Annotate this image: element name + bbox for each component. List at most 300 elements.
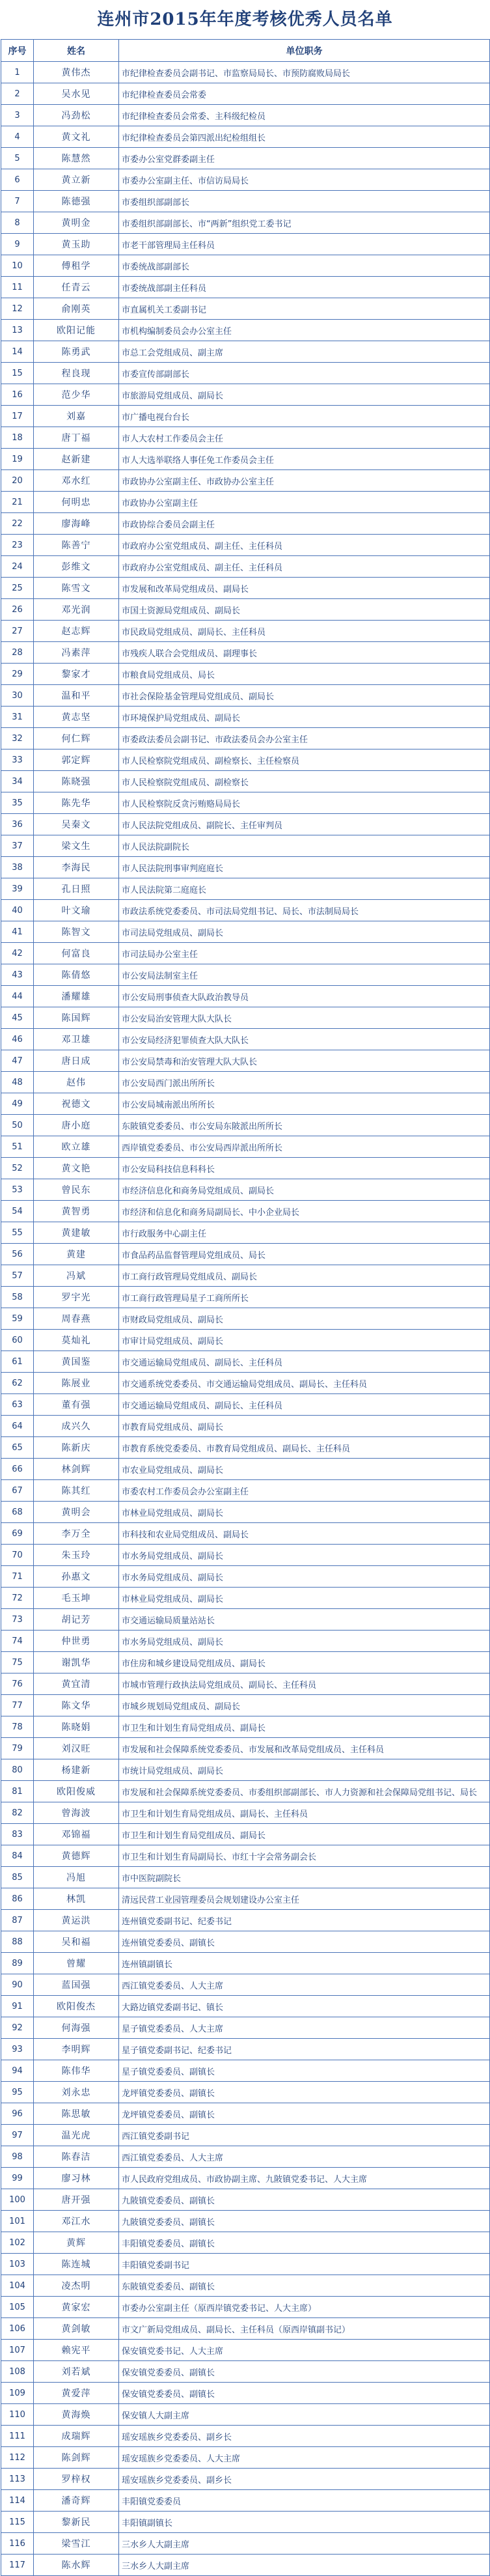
unit-position: 市卫生和计划生育局副局长、市红十字会常务副会长 <box>119 1845 490 1867</box>
person-name: 黄德辉 <box>34 1845 119 1867</box>
row-number: 52 <box>1 1158 34 1179</box>
person-name: 孙惠文 <box>34 1566 119 1588</box>
table-row <box>1 1996 490 2017</box>
person-name: 冯素萍 <box>34 642 119 664</box>
row-number: 31 <box>1 707 34 728</box>
row-number: 81 <box>1 1781 34 1802</box>
unit-position: 连州镇党委委员、副镇长 <box>119 1931 490 1953</box>
unit-position: 瑶安瑶族乡党委委员、副乡长 <box>119 2469 490 2490</box>
table-row <box>1 2168 490 2189</box>
unit-position: 市城乡规划局党组成员、副局长 <box>119 1695 490 1716</box>
personnel-table <box>1 39 490 2576</box>
person-name: 毛玉坤 <box>34 1588 119 1609</box>
person-name: 黄文艳 <box>34 1158 119 1179</box>
row-number: 10 <box>1 255 34 277</box>
row-number: 48 <box>1 1072 34 1093</box>
unit-position: 市委统战部副部长 <box>119 255 490 277</box>
table-row <box>1 771 490 792</box>
person-name: 陈新庆 <box>34 1437 119 1459</box>
unit-position: 瑶安瑶族乡党委委员、副乡长 <box>119 2426 490 2447</box>
unit-position: 市住房和城乡建设局党组成员、副局长 <box>119 1652 490 1673</box>
row-number: 70 <box>1 1545 34 1566</box>
person-name: 李万全 <box>34 1523 119 1545</box>
person-name: 冯劲松 <box>34 105 119 126</box>
person-name: 赵伟 <box>34 1072 119 1093</box>
table-row <box>1 2060 490 2082</box>
table-row <box>1 1222 490 1244</box>
unit-position: 市纪律检查委员会第四派出纪检组组长 <box>119 126 490 148</box>
row-number: 28 <box>1 642 34 664</box>
unit-position: 市粮食局党组成员、局长 <box>119 664 490 685</box>
person-name: 罗梓权 <box>34 2469 119 2490</box>
unit-position: 市公安局治安管理大队大队长 <box>119 1007 490 1029</box>
table-row <box>1 1566 490 1588</box>
row-number: 26 <box>1 599 34 621</box>
row-number: 42 <box>1 943 34 964</box>
person-name: 孔日照 <box>34 878 119 900</box>
table-row <box>1 664 490 685</box>
person-name: 傅租学 <box>34 255 119 277</box>
row-number: 47 <box>1 1050 34 1072</box>
person-name: 陈善宁 <box>34 535 119 556</box>
table-row <box>1 1072 490 1093</box>
unit-position: 市水务局党组成员、副局长 <box>119 1545 490 1566</box>
row-number: 2 <box>1 83 34 105</box>
table-row <box>1 2232 490 2254</box>
row-number: 35 <box>1 792 34 814</box>
person-name: 梁文生 <box>34 835 119 857</box>
row-number: 72 <box>1 1588 34 1609</box>
table-row <box>1 427 490 449</box>
table-row <box>1 2361 490 2383</box>
person-name: 黄宜清 <box>34 1673 119 1695</box>
unit-position: 市发展和社会保障系统党委委员、市委组织部副部长、市人力资源和社会保障局党组书记、局长 <box>119 1781 490 1802</box>
person-name: 黎家才 <box>34 664 119 685</box>
row-number: 51 <box>1 1136 34 1158</box>
table-row <box>1 2103 490 2125</box>
row-number: 9 <box>1 234 34 255</box>
table-row <box>1 470 490 492</box>
unit-position: 星子镇党委委员、副镇长 <box>119 2060 490 2082</box>
table-header <box>1 40 490 62</box>
table-row <box>1 2254 490 2275</box>
table-row <box>1 1609 490 1631</box>
row-number: 23 <box>1 535 34 556</box>
person-name: 欧阳记能 <box>34 320 119 341</box>
unit-position: 市公安局法制室主任 <box>119 964 490 986</box>
row-number: 58 <box>1 1287 34 1308</box>
table-row <box>1 298 490 320</box>
person-name: 吴秦文 <box>34 814 119 835</box>
table-row <box>1 964 490 986</box>
unit-position: 市发展和改革局党组成员、副局长 <box>119 578 490 599</box>
person-name: 唐开强 <box>34 2189 119 2211</box>
table-row <box>1 2146 490 2168</box>
unit-position: 市科技和农业局党组成员、副局长 <box>119 1523 490 1545</box>
row-number: 97 <box>1 2125 34 2146</box>
person-name: 曾耀 <box>34 1953 119 1974</box>
person-name: 黄辉 <box>34 2232 119 2254</box>
person-name: 黄玉助 <box>34 234 119 255</box>
table-row <box>1 1136 490 1158</box>
table-row <box>1 535 490 556</box>
row-number: 6 <box>1 169 34 191</box>
person-name: 范少华 <box>34 384 119 406</box>
person-name: 祝德文 <box>34 1093 119 1115</box>
row-number: 60 <box>1 1330 34 1351</box>
table-row <box>1 1287 490 1308</box>
table-row <box>1 2275 490 2297</box>
unit-position: 市交通运输局党组成员、副局长、主任科员 <box>119 1351 490 1373</box>
person-name: 陈倩悠 <box>34 964 119 986</box>
row-number: 114 <box>1 2490 34 2512</box>
row-number: 34 <box>1 771 34 792</box>
row-number: 94 <box>1 2060 34 2082</box>
table-row <box>1 83 490 105</box>
row-number: 12 <box>1 298 34 320</box>
row-number: 11 <box>1 277 34 298</box>
row-number: 17 <box>1 406 34 427</box>
unit-position: 西岸镇党委委员、市公安局西岸派出所所长 <box>119 1136 490 1158</box>
row-number: 112 <box>1 2447 34 2469</box>
person-name: 邓江水 <box>34 2211 119 2232</box>
table-row <box>1 986 490 1007</box>
row-number: 61 <box>1 1351 34 1373</box>
person-name: 彭维文 <box>34 556 119 578</box>
unit-position: 西江镇党委委员、人大主席 <box>119 2146 490 2168</box>
person-name: 冯旭 <box>34 1867 119 1888</box>
person-name: 黄立新 <box>34 169 119 191</box>
row-number: 3 <box>1 105 34 126</box>
unit-position: 九陂镇党委委员、副镇长 <box>119 2211 490 2232</box>
row-number: 54 <box>1 1201 34 1222</box>
person-name: 潘奇辉 <box>34 2490 119 2512</box>
row-number: 53 <box>1 1179 34 1201</box>
unit-position: 市国土资源局党组成员、副局长 <box>119 599 490 621</box>
row-number: 101 <box>1 2211 34 2232</box>
row-number: 106 <box>1 2318 34 2340</box>
table-row <box>1 2533 490 2555</box>
unit-position: 市总工会党组成员、副主席 <box>119 341 490 363</box>
unit-position: 市交通运输局党组成员、副局长、主任科员 <box>119 1394 490 1416</box>
unit-position: 市纪律检查委员会副书记、市监察局局长、市预防腐败局局长 <box>119 62 490 83</box>
table-row <box>1 642 490 664</box>
person-name: 梁雪江 <box>34 2533 119 2555</box>
unit-position: 市人民法院副院长 <box>119 835 490 857</box>
table-row <box>1 255 490 277</box>
person-name: 罗宇光 <box>34 1287 119 1308</box>
row-number: 103 <box>1 2254 34 2275</box>
table-row <box>1 2383 490 2404</box>
row-number: 38 <box>1 857 34 878</box>
table-row <box>1 1179 490 1201</box>
table-row <box>1 148 490 169</box>
unit-position: 市委办公室副主任（原西岸镇党委书记、人大主席） <box>119 2297 490 2318</box>
row-number: 64 <box>1 1416 34 1437</box>
person-name: 林凯 <box>34 1888 119 1910</box>
person-name: 何富良 <box>34 943 119 964</box>
unit-position: 清远民营工业园管理委员会规划建设办公室主任 <box>119 1888 490 1910</box>
person-name: 欧立雄 <box>34 1136 119 1158</box>
person-name: 刘若斌 <box>34 2361 119 2383</box>
unit-position: 星子镇党委委员、人大主席 <box>119 2017 490 2039</box>
unit-position: 市农业局党组成员、副局长 <box>119 1459 490 1480</box>
person-name: 黄国鉴 <box>34 1351 119 1373</box>
table-row <box>1 578 490 599</box>
table-row <box>1 1523 490 1545</box>
table-row <box>1 1781 490 1802</box>
table-row <box>1 2340 490 2361</box>
table-row <box>1 363 490 384</box>
row-number: 22 <box>1 513 34 535</box>
unit-position: 市人民政府党组成员、市政协副主席、九陂镇党委书记、人大主席 <box>119 2168 490 2189</box>
person-name: 陈国辉 <box>34 1007 119 1029</box>
person-name: 温光虎 <box>34 2125 119 2146</box>
table-row <box>1 1373 490 1394</box>
unit-position: 市旅游局党组成员、副局长 <box>119 384 490 406</box>
row-number: 16 <box>1 384 34 406</box>
unit-position: 保安镇党委委员、副镇长 <box>119 2361 490 2383</box>
row-number: 20 <box>1 470 34 492</box>
table-row <box>1 277 490 298</box>
table-row <box>1 169 490 191</box>
row-number: 7 <box>1 191 34 212</box>
row-number: 69 <box>1 1523 34 1545</box>
row-number: 95 <box>1 2082 34 2103</box>
person-name: 谢凯华 <box>34 1652 119 1673</box>
row-number: 67 <box>1 1480 34 1502</box>
row-number: 56 <box>1 1244 34 1265</box>
person-name: 郭定辉 <box>34 749 119 771</box>
table-row <box>1 2189 490 2211</box>
unit-position: 市财政局党组成员、副局长 <box>119 1308 490 1330</box>
row-number: 19 <box>1 449 34 470</box>
table-row <box>1 1738 490 1759</box>
row-number: 33 <box>1 749 34 771</box>
person-name: 陈雪文 <box>34 578 119 599</box>
table-row <box>1 943 490 964</box>
table-row <box>1 857 490 878</box>
person-name: 黄海焕 <box>34 2404 119 2426</box>
table-row <box>1 1093 490 1115</box>
row-number: 83 <box>1 1824 34 1845</box>
unit-position: 西江镇党委委员、人大主席 <box>119 1974 490 1996</box>
table-row <box>1 2125 490 2146</box>
row-number: 45 <box>1 1007 34 1029</box>
person-name: 凌杰明 <box>34 2275 119 2297</box>
table-row <box>1 1931 490 1953</box>
person-name: 黄爱萍 <box>34 2383 119 2404</box>
table-row <box>1 1631 490 1652</box>
person-name: 董有强 <box>34 1394 119 1416</box>
table-row <box>1 2490 490 2512</box>
table-row <box>1 1265 490 1287</box>
table-row <box>1 707 490 728</box>
unit-position: 市行政服务中心副主任 <box>119 1222 490 1244</box>
row-number: 46 <box>1 1029 34 1050</box>
row-number: 41 <box>1 921 34 943</box>
table-row <box>1 1802 490 1824</box>
unit-position: 三水乡人大副主席 <box>119 2555 490 2576</box>
unit-position: 市政府办公室党组成员、副主任、主任科员 <box>119 535 490 556</box>
table-row <box>1 1953 490 1974</box>
unit-position: 市文广新局党组成员、副局长、主任科员（原西岸镇副书记） <box>119 2318 490 2340</box>
unit-position: 市司法局党组成员、副局长 <box>119 921 490 943</box>
unit-position: 市公安局刑事侦查大队政治教导员 <box>119 986 490 1007</box>
table-row <box>1 212 490 234</box>
row-number: 104 <box>1 2275 34 2297</box>
unit-position: 市教育系统党委委员、市教育局党组成员、副局长、主任科员 <box>119 1437 490 1459</box>
table-row <box>1 1115 490 1136</box>
row-number: 116 <box>1 2533 34 2555</box>
unit-position: 市委政法委员会副书记、市政法委员会办公室主任 <box>119 728 490 749</box>
row-number: 100 <box>1 2189 34 2211</box>
person-name: 陈勇武 <box>34 341 119 363</box>
person-name: 邓水红 <box>34 470 119 492</box>
person-name: 成瑞辉 <box>34 2426 119 2447</box>
unit-position: 保安镇党委书记、人大主席 <box>119 2340 490 2361</box>
row-number: 91 <box>1 1996 34 2017</box>
person-name: 陈慧然 <box>34 148 119 169</box>
unit-position: 星子镇党委副书记、纪委书记 <box>119 2039 490 2060</box>
unit-position: 市统计局党组成员、副局长 <box>119 1759 490 1781</box>
row-number: 92 <box>1 2017 34 2039</box>
row-number: 78 <box>1 1716 34 1738</box>
row-number: 98 <box>1 2146 34 2168</box>
unit-position: 市社会保险基金管理局党组成员、副局长 <box>119 685 490 707</box>
row-number: 59 <box>1 1308 34 1330</box>
person-name: 廖海峰 <box>34 513 119 535</box>
person-name: 陈晓强 <box>34 771 119 792</box>
row-number: 88 <box>1 1931 34 1953</box>
table-row <box>1 126 490 148</box>
table-body <box>1 62 490 2576</box>
unit-position: 市委统战部副主任科员 <box>119 277 490 298</box>
unit-position: 市委组织部副部长 <box>119 191 490 212</box>
unit-position: 市政协办公室副主任、市政协办公室主任 <box>119 470 490 492</box>
unit-position: 市环境保护局党组成员、副局长 <box>119 707 490 728</box>
person-name: 周春燕 <box>34 1308 119 1330</box>
table-row <box>1 234 490 255</box>
row-number: 96 <box>1 2103 34 2125</box>
row-number: 50 <box>1 1115 34 1136</box>
row-number: 13 <box>1 320 34 341</box>
table-row <box>1 1588 490 1609</box>
row-number: 113 <box>1 2469 34 2490</box>
table-row <box>1 1416 490 1437</box>
row-number: 39 <box>1 878 34 900</box>
row-number: 1 <box>1 62 34 83</box>
person-name: 杨建新 <box>34 1759 119 1781</box>
row-number: 55 <box>1 1222 34 1244</box>
row-number: 32 <box>1 728 34 749</box>
table-row <box>1 406 490 427</box>
person-name: 唐小庭 <box>34 1115 119 1136</box>
header-row <box>1 40 490 62</box>
unit-position: 市人民检察院党组成员、副检察长、主任检察员 <box>119 749 490 771</box>
row-number: 76 <box>1 1673 34 1695</box>
row-number: 86 <box>1 1888 34 1910</box>
row-number: 43 <box>1 964 34 986</box>
row-number: 8 <box>1 212 34 234</box>
person-name: 黄家宏 <box>34 2297 119 2318</box>
row-number: 63 <box>1 1394 34 1416</box>
person-name: 黄伟杰 <box>34 62 119 83</box>
person-name: 陈伟华 <box>34 2060 119 2082</box>
row-number: 87 <box>1 1910 34 1931</box>
person-name: 朱玉玲 <box>34 1545 119 1566</box>
table-row <box>1 2447 490 2469</box>
table-row <box>1 1330 490 1351</box>
person-name: 成兴久 <box>34 1416 119 1437</box>
unit-position: 九陂镇党委委员、副镇长 <box>119 2189 490 2211</box>
table-row <box>1 1007 490 1029</box>
row-number: 73 <box>1 1609 34 1631</box>
unit-position: 市公安局禁毒和治安管理大队大队长 <box>119 1050 490 1072</box>
person-name: 欧阳俊威 <box>34 1781 119 1802</box>
table-row <box>1 320 490 341</box>
table-row <box>1 1910 490 1931</box>
row-number: 18 <box>1 427 34 449</box>
table-row <box>1 835 490 857</box>
person-name: 冯斌 <box>34 1265 119 1287</box>
unit-position: 市发展和社会保障系统党委委员、市发展和改革局党组成员、主任科员 <box>119 1738 490 1759</box>
row-number: 66 <box>1 1459 34 1480</box>
table-row <box>1 2297 490 2318</box>
row-number: 27 <box>1 621 34 642</box>
row-number: 80 <box>1 1759 34 1781</box>
person-name: 陈文华 <box>34 1695 119 1716</box>
unit-position: 市审计局党组成员、副局长 <box>119 1330 490 1351</box>
unit-position: 市水务局党组成员、副局长 <box>119 1631 490 1652</box>
table-row <box>1 62 490 83</box>
row-number: 105 <box>1 2297 34 2318</box>
person-name: 黄剑敏 <box>34 2318 119 2340</box>
unit-position: 保安镇党委委员、副镇长 <box>119 2383 490 2404</box>
unit-position: 市人民法院刑事审判庭庭长 <box>119 857 490 878</box>
unit-position: 连州镇党委副书记、纪委书记 <box>119 1910 490 1931</box>
table-row <box>1 1158 490 1179</box>
unit-position: 市机构编制委员会办公室主任 <box>119 320 490 341</box>
table-row <box>1 792 490 814</box>
table-row <box>1 191 490 212</box>
table-row <box>1 1888 490 1910</box>
table-row <box>1 2426 490 2447</box>
row-number: 90 <box>1 1974 34 1996</box>
table-row <box>1 341 490 363</box>
table-row <box>1 1050 490 1072</box>
person-name: 陈德强 <box>34 191 119 212</box>
table-row <box>1 1029 490 1050</box>
row-number: 49 <box>1 1093 34 1115</box>
person-name: 仲世勇 <box>34 1631 119 1652</box>
unit-position: 东陂镇党委委员、市公安局东陂派出所所长 <box>119 1115 490 1136</box>
table-row <box>1 449 490 470</box>
person-name: 曾海波 <box>34 1802 119 1824</box>
row-number: 29 <box>1 664 34 685</box>
unit-position: 市政协办公室副主任 <box>119 492 490 513</box>
person-name: 刘永忠 <box>34 2082 119 2103</box>
row-number: 102 <box>1 2232 34 2254</box>
person-name: 唐日成 <box>34 1050 119 1072</box>
unit-position: 市中医院副院长 <box>119 1867 490 1888</box>
unit-position: 瑶安瑶族乡党委委员、人大主席 <box>119 2447 490 2469</box>
person-name: 邓光润 <box>34 599 119 621</box>
person-name: 邓锦福 <box>34 1824 119 1845</box>
unit-position: 市卫生和计划生育局党组成员、副局长 <box>119 1716 490 1738</box>
unit-position: 市政协综合委员会副主任 <box>119 513 490 535</box>
table-row <box>1 1824 490 1845</box>
